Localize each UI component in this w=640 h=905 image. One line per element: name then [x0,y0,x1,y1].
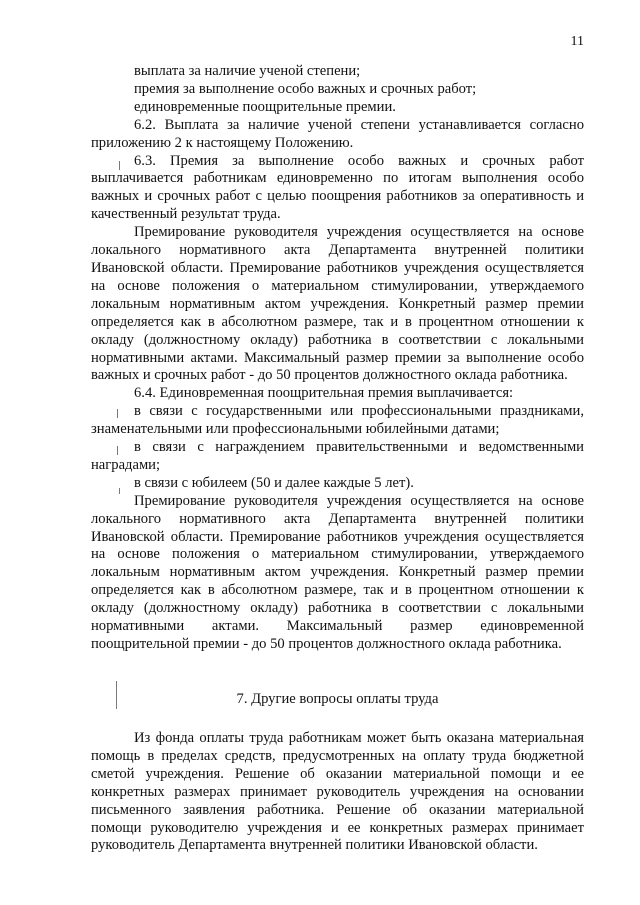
paragraph-7: Из фонда оплаты труда работникам может быть оказана материальная помощь в пределах средств, предусмотренных на оплату труда бюджетной сметой учреждения. Решение об оказании материальной помощи и ее конкретных размерах принимает руководитель учреждения на основании письменного заявления работника. Решение об оказании материальной помощи руководителю учреждения и ее конкретных размерах принимает руководитель Департамента внутренней политики Ивановской области. [91,730,584,854]
paragraph-6-2: 6.2. Выплата за наличие ученой степени устанавливается согласно приложению 2 к настоящему Положению. [91,116,584,151]
page-number: 11 [570,34,584,49]
paragraph-6-3: 6.3. Премия за выполнение особо важных и срочных работ выплачивается работникам единовременно по итогам выполнения особо важных и срочных работ с целью поощрения работников за оперативность и качественный результат труда. [91,152,584,223]
section-7-title: 7. Другие вопросы оплаты труда [236,691,439,707]
dash-item: в связи с награждением правительственными и ведомственными наградами; [91,439,584,473]
body-text-upper [91,63,584,654]
list-item: премия за выполнение особо важных и срочных работ; [134,80,477,97]
paragraph-premium-jubilee: Премирование руководителя учреждения осуществляется на основе локального нормативного акта Департамента внутренней политики Ивановской области. Премирование работников учреждения осуществляется на основе положения о материальном стимулировании, утверждаемого локальным нормативным актом учреждения. Конкретный размер премии определяется как в абсолютном размере, так и в процентном отношении к окладу (должностному окладу) работника в соответствии с локальными нормативными актами. Максимальный размер единовременной поощрительной премии - до 50 процентов должностного оклада работника. [91,492,584,652]
paragraph-6-4: 6.4. Единовременная поощрительная премия выплачивается: [134,385,514,402]
dash-item: в связи с государственными или профессиональными праздниками, знаменательными или профессиональными юбилейными датами; [91,403,584,438]
list-item: выплата за наличие ученой степени; [134,63,361,79]
list-item: единовременные поощрительные премии. [134,98,396,115]
body-text-lower [91,730,584,855]
dash-item: в связи с юбилеем (50 и далее каждые 5 лет). [134,474,414,491]
paragraph-premium-head: Премирование руководителя учреждения осуществляется на основе локального нормативного акта Департамента внутренней политики Ивановской области. Премирование работников учреждения осуществляется на основе положения о материальном стимулировании, утверждаемого локальным нормативным актом учреждения. Конкретный размер премии определяется как в абсолютном размере, так и в процентном отношении к окладу (должностному окладу) работника в соответствии с локальными нормативными актами. Максимальный размер премии за выполнение особо важных и срочных работ - до 50 процентов должностного оклада работника. [91,224,584,384]
